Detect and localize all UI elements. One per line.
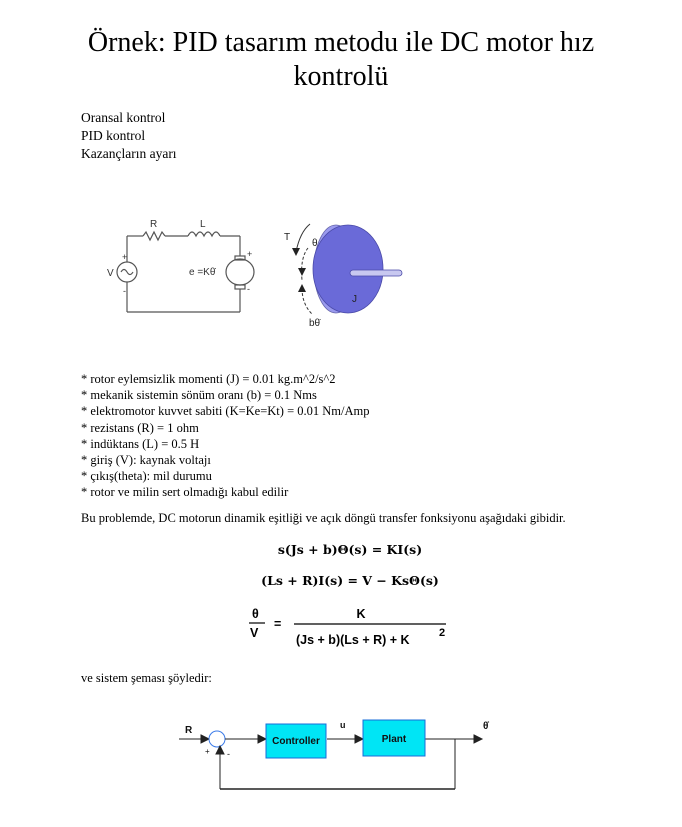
equation-mechanical: s(Js + b)Θ(s) = KI(s) <box>277 542 423 557</box>
torque-arrow <box>296 224 310 252</box>
motor-plus: + <box>247 249 253 259</box>
page-title: Örnek: PID tasarım metodu ile DC motor hız kontrolü <box>87 27 595 92</box>
source-label: V <box>107 268 114 279</box>
source-minus: - <box>123 286 126 296</box>
plant-label: Plant <box>381 734 407 745</box>
param-item: * indüktans (L) = 0.5 H <box>81 436 200 451</box>
tf-numerator: K <box>356 607 366 621</box>
inductor-symbol <box>188 232 220 236</box>
intro-paragraph: Bu problemde, DC motorun dinamik eşitliği ve açık döngü transfer fonksiyonu aşağıdaki gibidir. <box>81 511 566 525</box>
summing-junction <box>209 731 225 747</box>
block-diagram <box>175 712 495 797</box>
tf-lhs-denominator: V <box>250 626 259 640</box>
tf-denominator: (Js + b)(Ls + R) + K <box>296 633 410 647</box>
schema-caption: ve sistem şeması şöyledir: <box>81 671 212 685</box>
motor-circuit-diagram <box>95 212 270 327</box>
section-links <box>81 109 177 163</box>
param-item: * çıkış(theta): mil durumu <box>81 469 212 484</box>
tf-denominator-exponent: 2 <box>439 627 446 639</box>
param-item: * rezistans (R) = 1 ohm <box>81 420 199 435</box>
param-item: * rotor eylemsizlik momenti (J) = 0.01 kg.m^2/s^2 <box>81 372 336 386</box>
rotor-diagram <box>278 218 418 333</box>
source-plus: + <box>122 252 128 262</box>
signal-u-label: u <box>340 720 346 730</box>
motor-minus: - <box>247 284 250 294</box>
controller-label: Controller <box>272 736 320 747</box>
motor-symbol <box>226 259 254 285</box>
link-kazanclarin-ayari[interactable]: Kazançların ayarı <box>81 146 177 161</box>
param-item: * mekanik sistemin sönüm oranı (b) = 0.1 Nms <box>81 388 317 403</box>
equation-electrical: (Ls + R)I(s) = V − KsΘ(s) <box>261 573 439 588</box>
param-item: * giriş (V): kaynak voltajı <box>81 453 211 468</box>
tf-lhs-numerator: θ <box>252 607 259 621</box>
sum-plus: + <box>205 747 210 756</box>
inductor-label: L <box>200 219 206 230</box>
theta-arrow <box>302 248 308 280</box>
friction-label: bθ̇ <box>309 318 321 329</box>
theta-label: θ <box>312 238 318 249</box>
param-item: * rotor ve milin sert olmadığı kabul edilir <box>81 485 289 500</box>
rotor-shaft <box>350 270 402 276</box>
rotor-disk <box>313 225 383 313</box>
torque-label: T <box>284 232 291 243</box>
param-item: * elektromotor kuvvet sabiti (K=Ke=Kt) = 0.01 Nm/Amp <box>81 404 370 419</box>
sum-minus: - <box>227 749 230 759</box>
parameter-list <box>81 371 369 501</box>
link-pid-kontrol[interactable]: PID kontrol <box>81 128 146 143</box>
tf-equals: = <box>274 617 282 631</box>
transfer-function <box>246 604 456 654</box>
resistor-label: R <box>150 219 158 230</box>
emf-label: e =Kθ̇ <box>189 267 216 278</box>
input-label: R <box>185 725 193 736</box>
link-oransal-kontrol[interactable]: Oransal kontrol <box>81 110 166 125</box>
inertia-label: J <box>352 294 357 305</box>
output-label: θ̇ <box>483 721 489 732</box>
resistor-symbol <box>143 232 165 240</box>
